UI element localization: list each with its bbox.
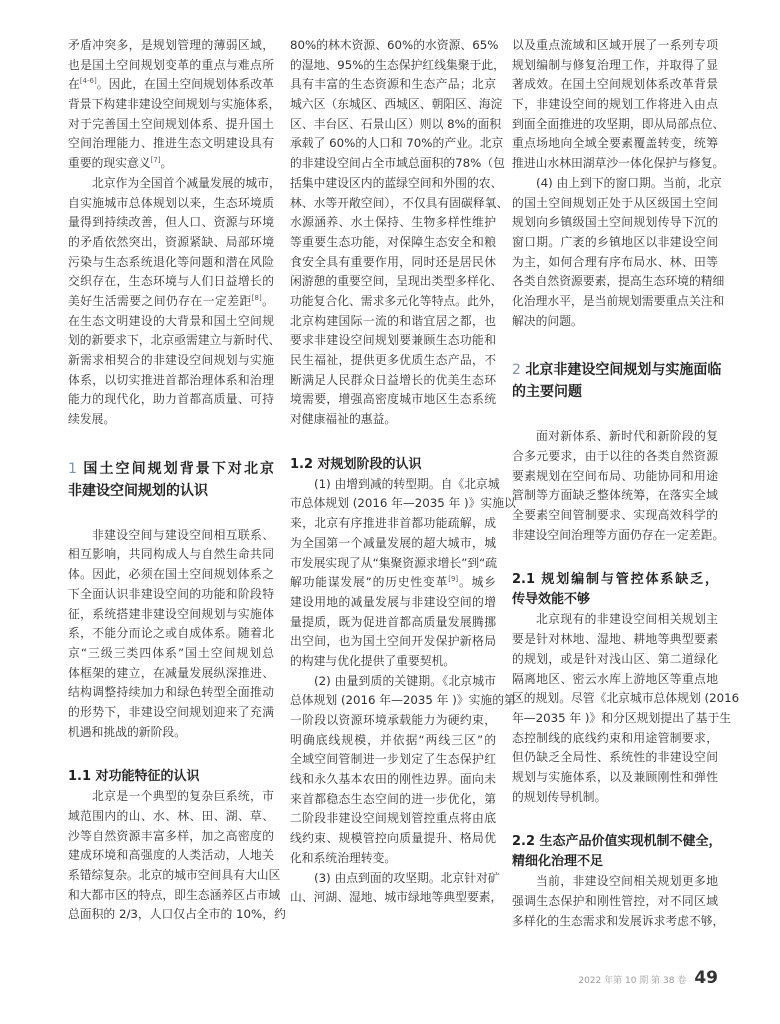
paragraph [512,36,725,174]
paragraph [68,787,286,925]
text-line: 食安全具有重要作用，同时还是居民休 [290,254,496,269]
text-line: 民生福祉，提供更多优质生态产品，不 [290,353,496,367]
paragraph [512,427,725,545]
text-line: 为全国第一个减量发展的超大城市，城 [290,535,496,550]
heading-line: 1 国土空间规划背景下对北京 [68,460,275,477]
text-line: 北京现有的非建设空间相关规划主 [536,612,718,627]
text-line: 线和永久基本农田的刚性边界。面向未 [290,772,496,787]
text-line: 到面全面推进的攻坚期，即从局部点位、 [512,116,725,131]
paragraph [512,174,725,332]
citation-reference: [8] [251,293,262,302]
text-line: (3) 由点到面的攻坚期。北京针对矿 [314,870,500,885]
text-line: 化和系统治理转变。 [290,850,397,865]
heading-line: 传导效能不够 [512,592,591,608]
text-line: 和大都市区的特点，即生态涵养区占市域 [68,887,281,902]
text-line: 隔离地区、密云水库上游地区等重点地 [512,671,718,686]
heading-line: 2 北京非建设空间规划与实施面临 [512,362,722,379]
section-number: 1 [68,460,84,477]
section-heading [512,359,722,403]
text-line: 规划编制与修复治理工作，并取得了显 [512,57,718,72]
section-heading [68,458,274,502]
text-line: 在生态文明建设的大背景和国土空间规 [68,313,274,328]
text-line: 量提质，既为促进首都高质量发展腾挪 [290,614,496,629]
text-line: 境需要，增强高密度城市地区生态系统 [290,392,496,407]
paragraph [68,36,281,174]
text-line: 下，非建设空间的规划工作将进入由点 [512,97,718,112]
text-line: 的湿地、95%的生态保护红线集聚于此， [290,57,505,72]
paragraph [68,174,281,430]
text-line: 管制等方面缺乏整体统筹，在落实全域 [512,488,718,503]
text-line: 功能复合化、需求多元化等特点。此外， [290,293,503,308]
text-line: 非建设空间与建设空间相互联系、 [92,527,274,542]
text-line: 北京构建国际一流的和谐宜居之都，也 [290,313,496,328]
text-line: (4) 由上到下的窗口期。当前，北京 [536,175,722,190]
text-line: 要求非建设空间规划要兼顾生态功能和 [290,333,496,348]
text-line: 等重要生态功能，对保障生态安全和粮 [290,234,496,249]
text-line: 解决的问题。 [512,313,583,328]
text-line: 要是针对林地、湿地、耕地等典型要素 [512,632,718,647]
text-line: 新需求相契合的非建设空间规划与实施 [68,353,274,367]
text-line: 北京作为全国首个减量发展的城市， [92,175,281,190]
text-line: 要素规划在空间布局、功能协同和用途 [512,468,718,483]
text-line: 污染与生态系统退化等问题和潜在风险 [68,254,274,269]
text-line: 沙等自然资源丰富多样，加之高密度的 [68,828,274,843]
text-line: 断满足人民群众日益增长的优美生态环 [290,372,496,387]
text-column-middle [290,36,516,908]
heading-line: 的主要问题 [512,384,582,401]
text-line: 机遇和挑战的新阶段。 [68,724,186,739]
text-line: 承载了 60%的人口和 70%的产业。北京 [290,136,504,151]
text-line: 水源涵养、水土保持、生物多样性维护 [290,215,496,230]
text-line: 区的规划。尽管《北京城市总体规划 (2016 [512,691,740,706]
text-line: 合多元要求，由于以往的各类自然资源 [512,449,718,463]
paragraph [290,672,516,869]
text-line: 总体规划 (2016 年—2035 年 )》实施的第 [290,693,516,708]
text-line: 窗口期。广袤的乡镇地区以非建设空间 [512,234,718,249]
text-line: 的矛盾依然突出，资源紧缺、局部环境 [68,234,274,249]
text-line: 美好生活需要之间仍存在一定差距[8]。 [68,293,274,308]
text-line: 当前，非建设空间相关规划更多地 [536,874,718,889]
text-line: 量得到持续改善，但人口、资源与环境 [68,215,274,230]
text-line: 城六区（东城区、西城区、朝阳区、海淀 [290,97,503,112]
text-line: 的形势下，非建设空间规划迎来了充满 [68,704,274,719]
text-line: 强调生态保护和刚性管控，对不同区域 [512,894,718,908]
text-line: 的非建设空间占全市域总面积的78%（包 [290,156,505,171]
text-line: 全域空间管制进一步划定了生态保护红 [290,752,496,767]
text-line: 下全面认识非建设空间的功能和阶段特 [68,586,274,601]
text-line: 但仍缺乏全局性、系统性的非建设空间 [512,750,718,765]
text-line: 体框架的建立，在减量发展纵深推进、 [68,665,274,680]
text-line: 为主，如何合理有序布局水、林、田等 [512,254,718,269]
paragraph [68,526,274,743]
text-line: 多样化的生态需求和发展诉求考虑不够， [512,913,725,928]
subsection-heading [68,767,274,787]
text-line: 建成环境和高强度的人类活动，人地关 [68,848,274,863]
text-line: 能力的现代化，助力首都高质量、可持 [68,392,274,407]
text-line: (2) 由量到质的关键期。《北京城市 [314,673,496,688]
text-line: 重要的现实意义[7]。 [68,156,173,171]
text-line: 的构建与优化提供了重要契机。 [290,653,456,668]
text-line: 的规划，或是针对浅山区、第二道绿化 [512,651,718,666]
text-line: 面对新体系、新时代和新阶段的复 [536,429,718,444]
text-line: 规划向乡镇级国土空间规划传导下沉的 [512,215,718,230]
paragraph [512,610,740,807]
text-column-left [68,36,286,925]
text-line: 明确底线规模，并依据“两线三区”的 [290,732,496,747]
text-line: 推进山水林田湖草沙一体化保护与修复。 [512,156,725,171]
text-line: 各类自然资源要素，提高生态环境的精细 [512,274,725,289]
text-line: 规划与实施体系，以及兼顾刚性和弹性 [512,769,718,784]
text-line: 出空间，也为国土空间开发保护新格局 [290,634,496,649]
text-line: 线约束、规模管控向质量提升、格局优 [290,831,496,846]
heading-line: 2.1 规划编制与管控体系缺乏， [512,572,718,588]
paragraph [512,872,725,931]
text-line: 全要素空间管制要求、实现高效科学的 [512,508,718,523]
text-line: 态控制线的底线约束和用途管制要求， [512,730,718,745]
text-line: 著成效。在国土空间规划体系改革背景 [512,77,718,92]
text-line: 征，系统搭建非建设空间规划与实施体 [68,606,274,621]
page-footer [578,968,718,988]
page-number: 49 [694,968,718,988]
text-line: 体系，以切实推进首都治理体系和治理 [68,372,274,387]
text-line: 京“三级三类四体系”国土空间规划总 [68,645,274,660]
text-line: 在[4-6]。因此，在国土空间规划体系改革 [68,77,274,92]
text-column-right [512,36,740,931]
heading-line: 非建设空间规划的认识 [68,482,208,499]
paragraph [290,475,516,672]
text-line: 以及重点流域和区域开展了一系列专项 [512,38,718,52]
text-line: 年—2035 年 )》和分区规划提出了基于生 [512,710,732,725]
subsection-heading [512,570,718,610]
text-line: 解功能谋发展”的历史性变革[9]。城乡 [290,575,496,590]
text-line: 区、丰台区、石景山区）则以 8%的面积 [290,116,502,131]
text-line: 矛盾冲突多，是规划管理的薄弱区域， [68,38,274,52]
text-line: 重点场地向全域全要素覆盖转变，统筹 [512,136,718,151]
text-line: 体。因此，必须在国土空间规划体系之 [68,567,274,582]
text-line: 一阶段以资源环境承载能力为硬约束， [290,713,496,727]
text-line: 山、河湖、湿地、城市绿地等典型要素， [290,890,503,905]
text-line: 具有丰富的生态资源和生态产品；北京 [290,77,496,92]
text-line: 结构调整持续加力和绿色转型全面推动 [68,685,274,700]
paragraph [290,869,503,908]
heading-line: 1.1 对功能特征的认识 [68,769,200,785]
text-line: 市发展实现了从“集聚资源求增长”到“疏 [290,555,498,570]
text-line: 林、水等开敞空间），不仅具有固碳释氧、 [290,195,509,210]
text-line: 自实施城市总体规划以来，生态环境质 [68,195,274,210]
heading-line: 精细化治理不足 [512,854,604,870]
text-line: 总面积的 2/3，人口仅占全市的 10%，约 [68,907,286,922]
citation-reference: [4-6] [79,77,97,86]
text-line: (1) 由增到减的转型期。自《北京城 [314,476,500,491]
text-line: 系，不能分而论之或自成体系。随着北 [68,626,274,641]
text-line: 括集中建设区内的蓝绿空间和外围的农、 [290,175,503,190]
text-line: 市总体规划 (2016 年—2035 年 )》实施以 [290,496,516,511]
text-line: 来，北京有序推进非首都功能疏解，成 [290,516,496,531]
text-line: 的国土空间规划正处于从区级国土空间 [512,195,718,210]
text-line: 北京是一个典型的复杂巨系统，市 [92,789,274,804]
text-line: 来首都稳态生态空间的进一步优化，第 [290,791,496,806]
text-line: 建设用地的减量发展与非建设空间的增 [290,594,496,609]
text-line: 交织存在，生态环境与人们日益增长的 [68,274,274,289]
text-line: 背景下构建非建设空间规划与实施体系， [68,97,281,112]
subsection-heading [512,832,722,872]
text-line: 域范围内的山、水、林、田、湖、草、 [68,809,274,823]
text-line: 化治理水平，是当前规划需要重点关注和 [512,293,725,308]
text-line: 对健康福祉的惠益。 [290,412,397,427]
text-line: 二阶段非建设空间规划管控重点将由底 [290,811,496,826]
text-line: 空间治理能力、推进生态文明建设具有 [68,136,274,151]
text-line: 闲游憩的重要空间，呈现出类型多样化、 [290,274,503,289]
citation-reference: [7] [150,156,161,165]
text-line: 80%的林木资源、60%的水资源、65% [290,38,499,52]
citation-reference: [9] [448,575,459,584]
text-line: 的规划传导机制。 [512,789,607,804]
heading-line: 2.2 生态产品价值实现机制不健全， [512,834,722,850]
text-line: 续发展。 [68,412,116,427]
text-line: 系错综复杂。北京的城市空间具有大山区 [68,868,281,883]
subsection-heading [290,455,496,475]
heading-line: 1.2 对规划阶段的认识 [290,456,422,472]
paragraph [290,36,509,430]
section-number: 2 [512,362,526,379]
journal-issue: 2022 年第 10 期 第 38 卷 [578,976,687,986]
text-line: 也是国土空间规划变革的重点与难点所 [68,57,274,72]
text-line: 划的新要求下，北京亟需建立与新时代、 [68,333,281,348]
text-line: 相互影响，共同构成人与自然生命共同 [68,547,274,562]
text-line: 非建设空间治理等方面仍存在一定差距。 [512,527,725,542]
text-line: 对于完善国土空间规划体系、提升国土 [68,116,274,131]
